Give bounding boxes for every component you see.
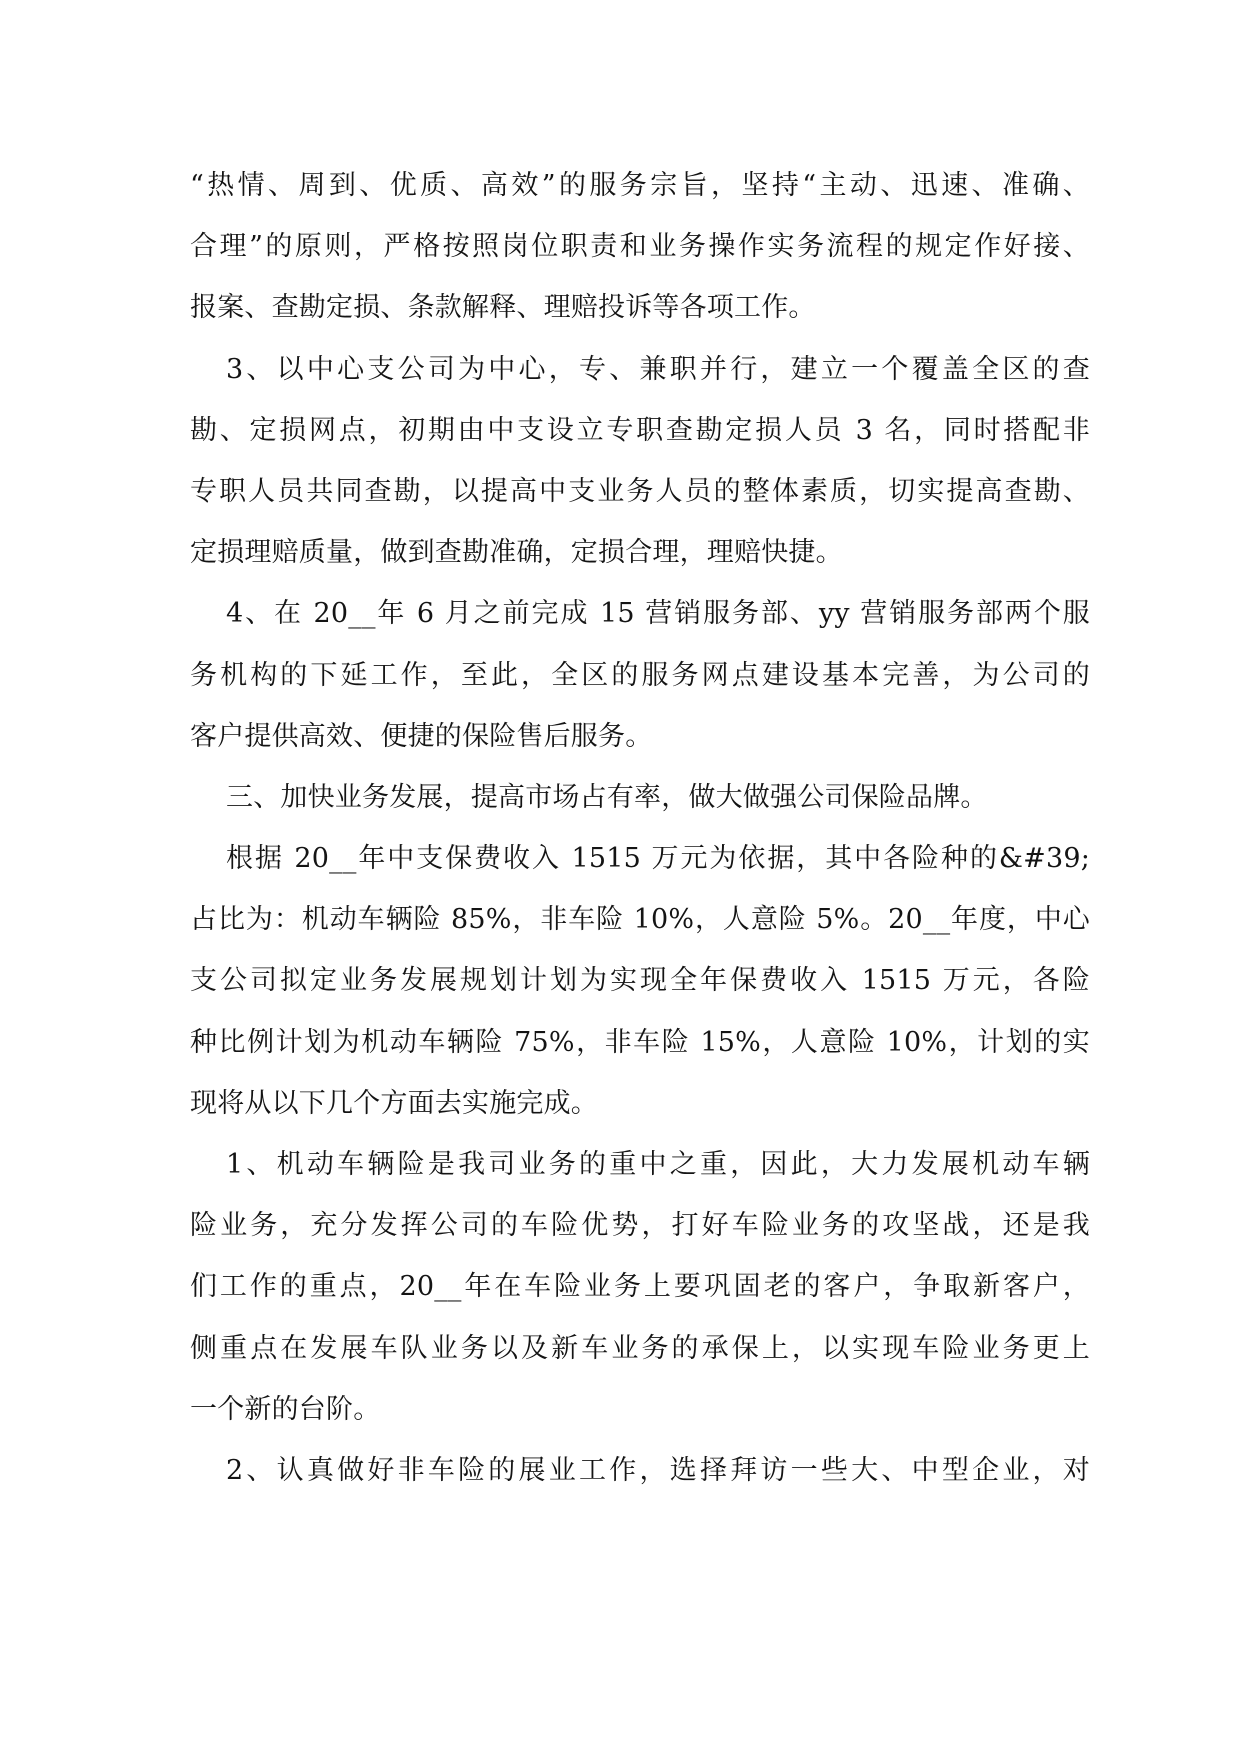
paragraph-first-line: 根据 20__年中支保费收入 1515 万元为依据，其中各险种的&#39; (226, 843, 1090, 875)
text-line: 种比例计划为机动车辆险 75%，非车险 15%，人意险 10%，计划的实 (190, 1026, 1090, 1058)
text-line: 专职人员共同查勘，以提高中支业务人员的整体素质，切实提高查勘、 (190, 475, 1090, 507)
text-line: 定损理赔质量，做到查勘准确，定损合理，理赔快捷。 (190, 537, 843, 569)
text-line: 一个新的台阶。 (190, 1393, 381, 1425)
text-line: 险业务，充分发挥公司的车险优势，打好车险业务的攻坚战，还是我 (190, 1210, 1090, 1242)
text-line: “热情、周到、优质、高效”的服务宗旨，坚持“主动、迅速、准确、 (190, 170, 1090, 201)
text-line: 支公司拟定业务发展规划计划为实现全年保费收入 1515 万元，各险 (190, 965, 1090, 997)
paragraph-first-line: 4、在 20__年 6 月之前完成 15 营销服务部、yy 营销服务部两个服 (226, 598, 1090, 630)
paragraph-first-line: 3、以中心支公司为中心，专、兼职并行，建立一个覆盖全区的查 (226, 353, 1090, 385)
section-heading: 三、加快业务发展，提高市场占有率，做大做强公司保险品牌。 (226, 781, 988, 813)
text-line: 侧重点在发展车队业务以及新车业务的承保上，以实现车险业务更上 (190, 1332, 1090, 1364)
text-line: 合理”的原则，严格按照岗位职责和业务操作实务流程的规定作好接、 (190, 231, 1090, 263)
text-line: 报案、查勘定损、条款解释、理赔投诉等各项工作。 (190, 292, 816, 324)
text-line: 们工作的重点，20__年在车险业务上要巩固老的客户，争取新客户， (190, 1271, 1090, 1303)
text-line: 占比为：机动车辆险 85%，非车险 10%，人意险 5%。20__年度，中心 (190, 904, 1090, 936)
paragraph-first-line: 1、机动车辆险是我司业务的重中之重，因此，大力发展机动车辆 (226, 1149, 1090, 1180)
text-line: 务机构的下延工作，至此，全区的服务网点建设基本完善，为公司的 (190, 659, 1090, 691)
document-body (190, 155, 1090, 1501)
text-line: 现将从以下几个方面去实施完成。 (190, 1087, 598, 1119)
text-line: 勘、定损网点，初期由中支设立专职查勘定损人员 3 名，同时搭配非 (190, 414, 1090, 446)
paragraph-first-line: 2、认真做好非车险的展业工作，选择拜访一些大、中型企业，对 (226, 1454, 1090, 1486)
text-line: 客户提供高效、便捷的保险售后服务。 (190, 720, 653, 752)
